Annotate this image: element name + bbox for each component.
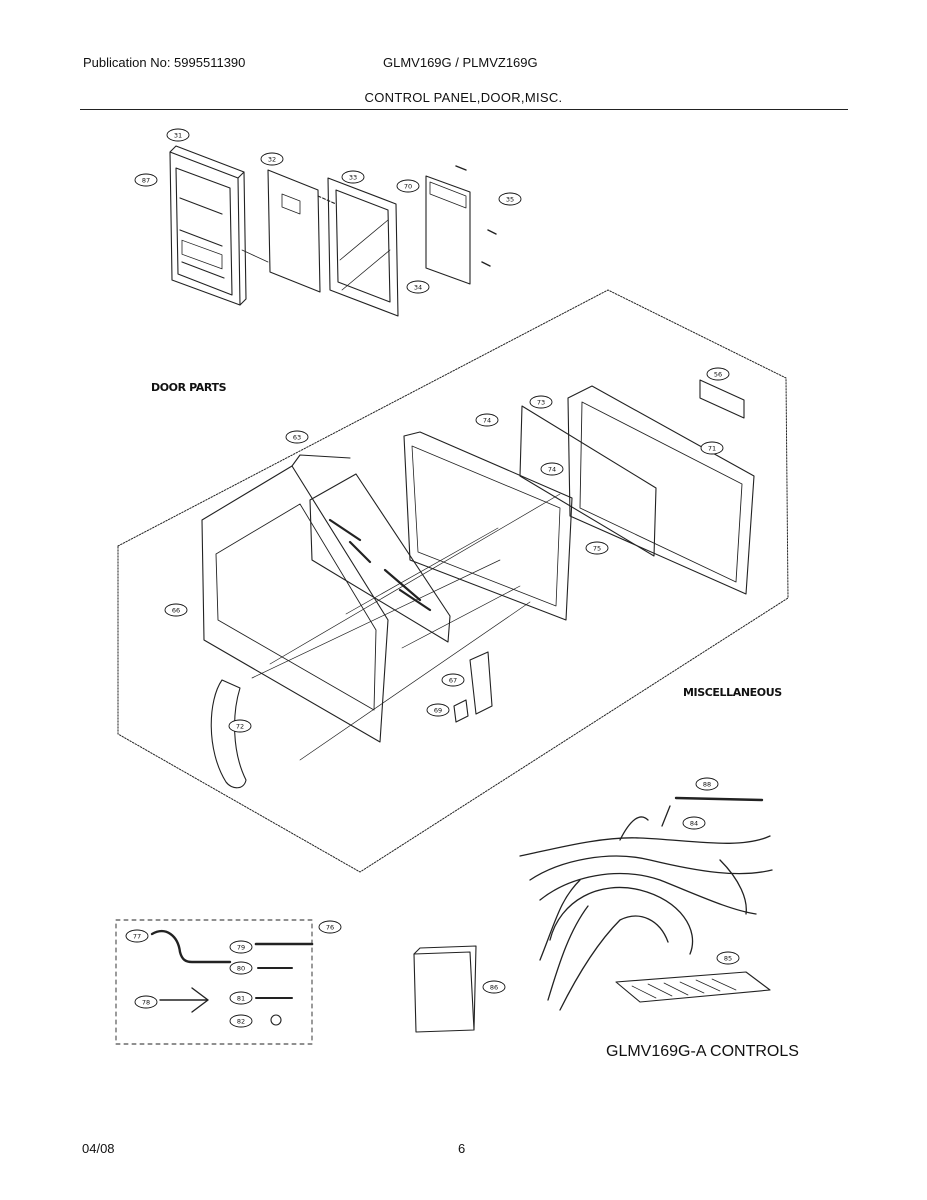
callout-63 — [286, 431, 308, 443]
model-numbers: GLMV169G / PLMVZ169G — [383, 55, 538, 70]
svg-text:33: 33 — [348, 173, 358, 182]
callout-80 — [230, 962, 252, 974]
svg-text:71: 71 — [707, 444, 717, 453]
svg-text:78: 78 — [141, 998, 151, 1007]
callout-74-top — [476, 414, 498, 426]
control-bracket — [318, 178, 398, 316]
door-choke — [404, 432, 572, 620]
svg-text:80: 80 — [236, 964, 246, 973]
svg-text:72: 72 — [235, 722, 245, 731]
svg-text:77: 77 — [132, 932, 142, 941]
callout-33 — [342, 171, 364, 183]
callout-32 — [261, 153, 283, 165]
callout-82 — [230, 1015, 252, 1027]
svg-text:88: 88 — [702, 780, 712, 789]
door-boundary — [118, 290, 788, 872]
svg-text:56: 56 — [713, 370, 723, 379]
callout-31 — [167, 129, 189, 141]
callout-69 — [427, 704, 449, 716]
svg-text:74: 74 — [547, 465, 557, 474]
svg-text:70: 70 — [403, 182, 413, 191]
callout-70 — [397, 180, 419, 192]
callout-75 — [586, 542, 608, 554]
door-handle — [211, 680, 246, 788]
publication-number: Publication No: 5995511390 — [83, 55, 246, 70]
control-overlay — [268, 170, 320, 292]
manual-booklet — [414, 946, 476, 1032]
callout-76 — [319, 921, 341, 933]
footer-date: 04/08 — [82, 1141, 115, 1156]
svg-text:73: 73 — [536, 398, 546, 407]
callout-56 — [707, 368, 729, 380]
callout-88 — [696, 778, 718, 790]
controls-label: GLMV169G-A CONTROLS — [606, 1043, 799, 1060]
svg-text:31: 31 — [173, 131, 183, 140]
svg-text:84: 84 — [689, 819, 699, 828]
door-leaders — [252, 494, 560, 760]
svg-text:74: 74 — [482, 416, 492, 425]
svg-text:79: 79 — [236, 943, 246, 952]
door-hinge-parts — [454, 652, 492, 722]
control-panel-frame — [170, 146, 246, 305]
callout-87 — [135, 174, 157, 186]
callout-81 — [230, 992, 252, 1004]
svg-text:34: 34 — [413, 283, 423, 292]
svg-text:67: 67 — [448, 676, 458, 685]
svg-text:32: 32 — [267, 155, 277, 164]
callout-77 — [126, 930, 148, 942]
svg-text:85: 85 — [723, 954, 733, 963]
door-screen — [520, 406, 656, 556]
door-latch — [700, 380, 744, 418]
svg-text:81: 81 — [236, 994, 246, 1003]
svg-text:82: 82 — [236, 1017, 246, 1026]
svg-text:35: 35 — [505, 195, 515, 204]
svg-text:86: 86 — [489, 983, 499, 992]
door-inner-frame — [568, 386, 754, 594]
page-number: 6 — [458, 1141, 466, 1156]
svg-text:75: 75 — [592, 544, 602, 553]
svg-text:69: 69 — [433, 706, 443, 715]
svg-text:76: 76 — [325, 923, 335, 932]
wire-harness — [520, 798, 772, 1010]
miscellaneous-label: MISCELLANEOUS — [683, 686, 782, 699]
oven-rack — [616, 972, 770, 1002]
svg-text:66: 66 — [171, 606, 181, 615]
callout-67 — [442, 674, 464, 686]
callout-73 — [530, 396, 552, 408]
door-outer-panel — [202, 455, 388, 742]
callout-71 — [701, 442, 723, 454]
callout-86 — [483, 981, 505, 993]
svg-text:87: 87 — [141, 176, 151, 185]
callout-72 — [229, 720, 251, 732]
callout-78 — [135, 996, 157, 1008]
callout-66 — [165, 604, 187, 616]
callout-84 — [683, 817, 705, 829]
callout-35 — [499, 193, 521, 205]
callout-34 — [407, 281, 429, 293]
callout-85 — [717, 952, 739, 964]
svg-text:63: 63 — [292, 433, 302, 442]
door-parts-label: DOOR PARTS — [151, 381, 227, 394]
control-board — [426, 166, 496, 284]
page-title: CONTROL PANEL,DOOR,MISC. — [364, 90, 563, 105]
callout-74-right — [541, 463, 563, 475]
callout-79 — [230, 941, 252, 953]
